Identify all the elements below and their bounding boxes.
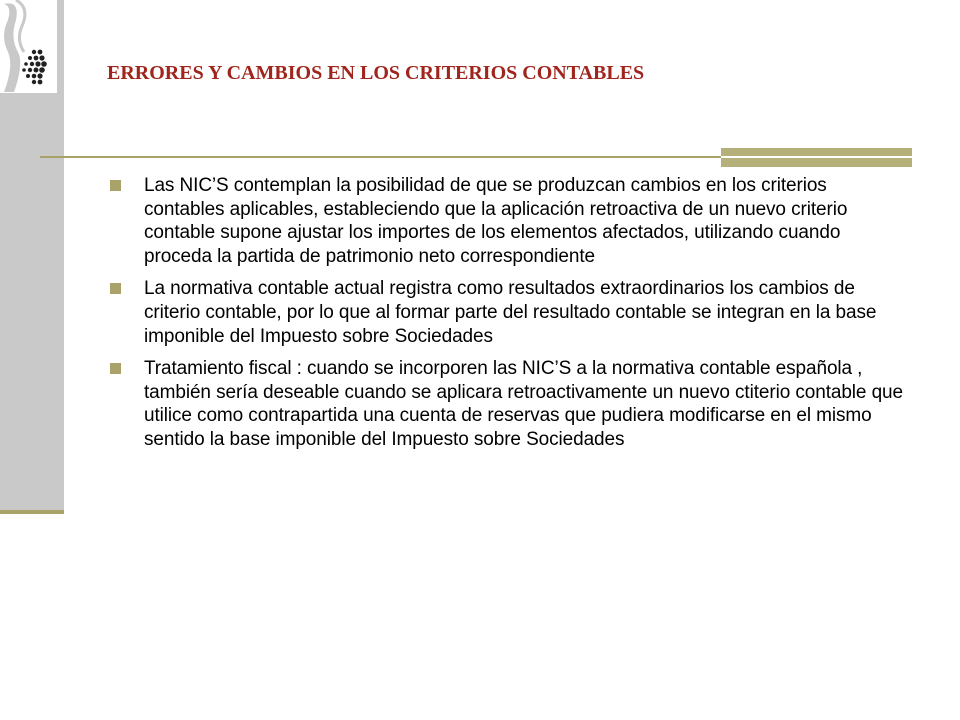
- bullet-item: [110, 357, 910, 451]
- bullet-item: [110, 174, 910, 268]
- title-divider-accent: [721, 148, 912, 167]
- slide-title: ERRORES Y CAMBIOS EN LOS CRITERIOS CONTABLES: [107, 62, 645, 84]
- sidebar-bottom-line: [0, 510, 64, 514]
- square-bullet-icon: [110, 180, 121, 191]
- bullet-text: La normativa contable actual registra como resultados extraordinarios los cambios de criterio contable, por lo que al formar parte del resultado contable se integran en la base imponible del Impuesto sobre Sociedades: [144, 278, 877, 347]
- square-bullet-icon: [110, 283, 121, 294]
- bullet-text: Las NIC’S contemplan la posibilidad de que se produzcan cambios en los criterios contables aplicables, estableciendo que la aplicación retroactiva de un nuevo criterio contable supone ajustar los importes de los elementos afectados, utilizando cuando proceda la partida de patrimonio neto correspondiente: [144, 175, 848, 267]
- bullet-item: [110, 277, 910, 348]
- logo: [0, 0, 57, 93]
- square-bullet-icon: [110, 363, 121, 374]
- bullet-list: [110, 174, 910, 461]
- logo-mark-icon: [0, 0, 57, 93]
- bullet-text: Tratamiento fiscal : cuando se incorporen las NIC’S a la normativa contable española , también sería deseable cuando se aplicara retroactivamente un nuevo ctiterio contable que utilice como contrapartida una cuenta de reservas que pudiera modificarse en el mismo sentido la base imponible del Impuesto sobre Sociedades: [144, 358, 903, 450]
